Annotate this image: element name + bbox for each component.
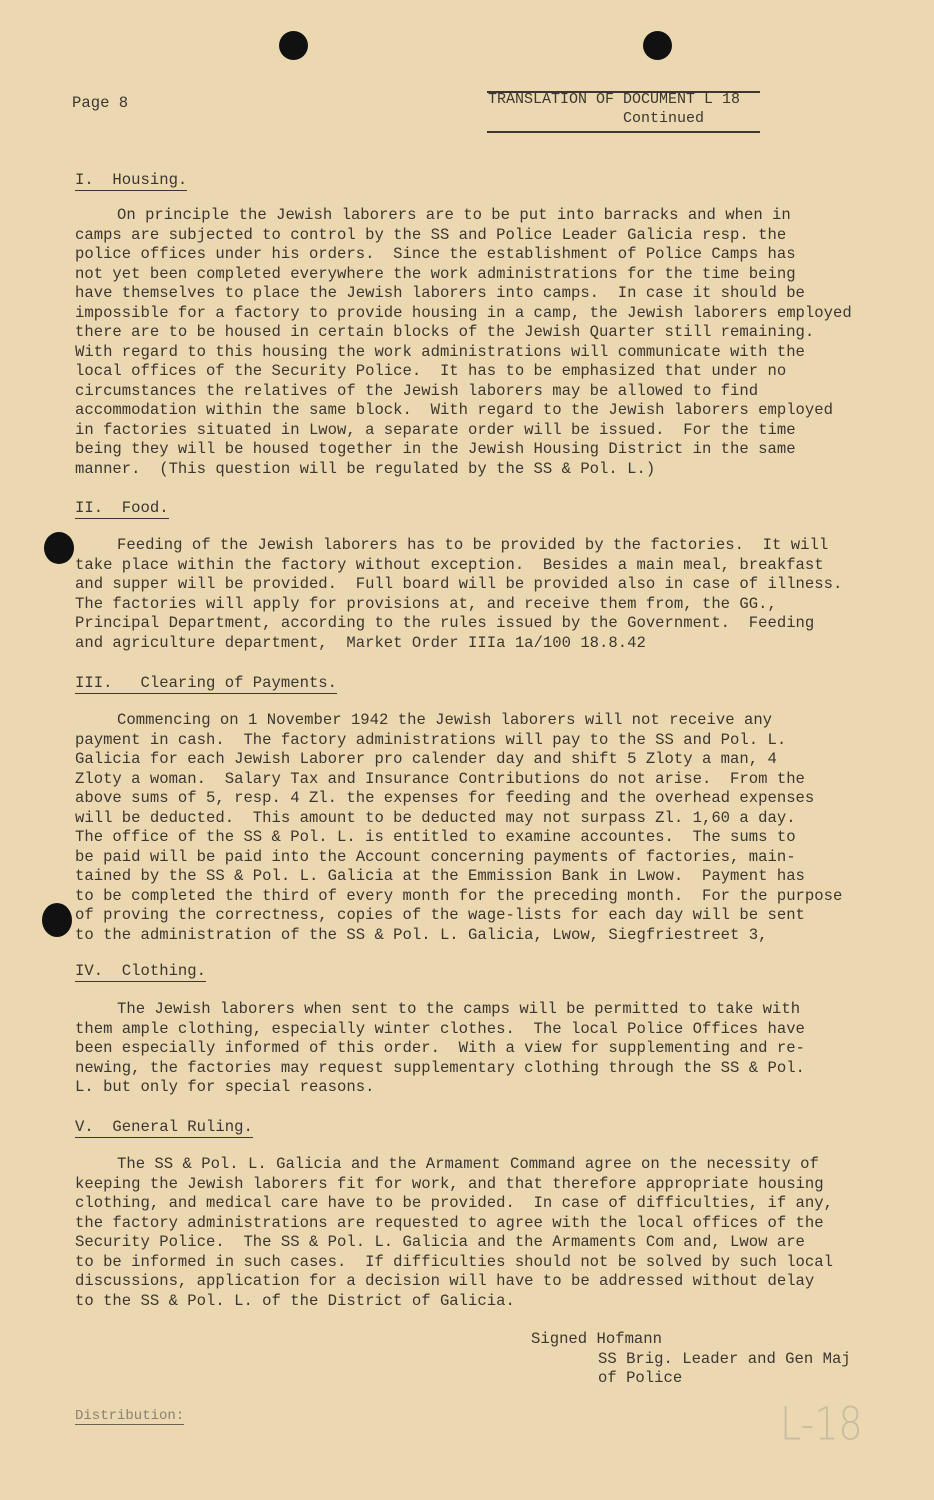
- page-number: Page 8: [72, 94, 129, 112]
- section-heading: III. Clearing of Payments.: [75, 674, 338, 692]
- signer-title: SS Brig. Leader and Gen Maj: [598, 1349, 851, 1368]
- text-line: there are to be housed in certain blocks of the Jewish Quarter still remaining.: [75, 323, 815, 341]
- text-line: to the administration of the SS & Pol. L. Galicia, Lwow, Siegfriestreet 3,: [75, 925, 768, 944]
- text-line: Security Police. The SS & Pol. L. Galicia and the Armaments Com and, Lwow are: [75, 1233, 805, 1251]
- text-line: of proving the correctness, copies of the wage-lists for each day will be sent: [75, 906, 805, 924]
- text-line: have themselves to place the Jewish laborers into camps. In case it should be: [75, 284, 805, 302]
- section-paragraph: [75, 206, 852, 479]
- document-subtitle: Continued: [623, 110, 705, 127]
- text-line: circumstances the relatives of the Jewish laborers may be allowed to find: [75, 381, 759, 400]
- text-line: and agriculture department, Market Order IIIa 1a/100 18.8.42: [75, 633, 646, 652]
- text-line: local offices of the Security Police. It has to be emphasized that under no: [75, 362, 787, 380]
- text-line: to be completed the third of every month for the preceding month. For the purpose: [75, 886, 843, 905]
- text-line: clothing, and medical care have to be provided. In case of difficulties, if any,: [75, 1194, 833, 1212]
- text-line: The office of the SS & Pol. L. is entitled to examine accountes. The sums to: [75, 828, 796, 846]
- text-line: being they will be housed together in the Jewish Housing District in the same: [75, 440, 796, 458]
- text-line: in factories situated in Lwow, a separate order will be issued. For the time: [75, 420, 796, 439]
- text-line: will be deducted. This amount to be deducted may not surpass Zl. 1,60 a day.: [75, 808, 796, 827]
- text-line: The Jewish laborers when sent to the camps will be permitted to take with: [117, 1000, 801, 1018]
- text-line: them ample clothing, especially winter clothes. The local Police Offices have: [75, 1019, 805, 1038]
- handwritten-document-number: L-18: [780, 1397, 863, 1451]
- text-line: be paid will be paid into the Account concerning payments of factories, main-: [75, 847, 796, 866]
- text-line: On principle the Jewish laborers are to be put into barracks and when in: [117, 206, 791, 224]
- punch-hole-edge: [42, 903, 72, 937]
- signature-block: [531, 1330, 851, 1389]
- section-heading: I. Housing.: [75, 171, 188, 189]
- text-line: Principal Department, according to the rules issued by the Government. Feeding: [75, 614, 815, 632]
- text-line: police offices under his orders. Since the establishment of Police Camps has: [75, 245, 796, 263]
- text-line: take place within the factory without exception. Besides a main meal, breakfast: [75, 555, 824, 574]
- text-line: above sums of 5, resp. 4 Zl. the expenses for feeding and the overhead expenses: [75, 789, 815, 807]
- punch-hole: [643, 31, 672, 60]
- signed-by: Signed Hofmann: [531, 1330, 663, 1348]
- text-line: payment in cash. The factory administrations will pay to the SS and Pol. L.: [75, 730, 787, 749]
- text-line: been especially informed of this order. With a view for supplementing and re-: [75, 1039, 805, 1057]
- punch-hole: [279, 31, 308, 60]
- text-line: and supper will be provided. Full board will be provided also in case of illness.: [75, 575, 843, 593]
- text-line: Galicia for each Jewish Laborer pro calender day and shift 5 Zloty a man, 4: [75, 750, 777, 768]
- text-line: impossible for a factory to provide housing in a camp, the Jewish laborers employed: [75, 303, 852, 322]
- text-line: not yet been completed everywhere the work administrations for the time being: [75, 264, 796, 283]
- text-line: Zloty a woman. Salary Tax and Insurance Contributions do not arise. From the: [75, 769, 805, 788]
- section-paragraph: [75, 1155, 833, 1311]
- section-paragraph: [75, 1000, 805, 1098]
- signer-title-2: of Police: [598, 1369, 683, 1387]
- text-line: to the SS & Pol. L. of the District of Galicia.: [75, 1291, 515, 1310]
- document-header: [487, 91, 760, 133]
- text-line: to be informed in such cases. If difficulties should not be solved by such local: [75, 1252, 833, 1271]
- punch-hole-edge: [44, 532, 74, 564]
- text-line: Feeding of the Jewish laborers has to be provided by the factories. It will: [117, 536, 829, 554]
- text-line: manner. (This question will be regulated by the SS & Pol. L.): [75, 459, 656, 478]
- text-line: camps are subjected to control by the SS and Police Leader Galicia resp. the: [75, 225, 787, 244]
- document-title: TRANSLATION OF DOCUMENT L 18: [488, 91, 741, 108]
- section-paragraph: [75, 536, 842, 653]
- text-line: keeping the Jewish laborers fit for work, and that therefore appropriate housing: [75, 1174, 824, 1193]
- text-line: the factory administrations are requested to agree with the local offices of the: [75, 1213, 824, 1232]
- section-paragraph: [75, 711, 842, 945]
- text-line: tained by the SS & Pol. L. Galicia at the Emmission Bank in Lwow. Payment has: [75, 867, 805, 885]
- text-line: The factories will apply for provisions at, and receive them from, the GG.,: [75, 594, 777, 613]
- text-line: discussions, application for a decision will have to be addressed without delay: [75, 1272, 815, 1290]
- text-line: accommodation within the same block. With regard to the Jewish laborers employed: [75, 401, 833, 419]
- section-heading: IV. Clothing.: [75, 962, 207, 980]
- section-heading: V. General Ruling.: [75, 1118, 253, 1136]
- text-line: With regard to this housing the work administrations will communicate with the: [75, 342, 805, 361]
- distribution-label: Distribution:: [75, 1408, 185, 1424]
- text-line: newing, the factories may request supplementary clothing through the SS & Pol.: [75, 1058, 805, 1077]
- text-line: The SS & Pol. L. Galicia and the Armament Command agree on the necessity of: [117, 1155, 819, 1173]
- text-line: Commencing on 1 November 1942 the Jewish laborers will not receive any: [117, 711, 773, 729]
- section-heading: II. Food.: [75, 499, 169, 517]
- text-line: L. but only for special reasons.: [75, 1078, 375, 1096]
